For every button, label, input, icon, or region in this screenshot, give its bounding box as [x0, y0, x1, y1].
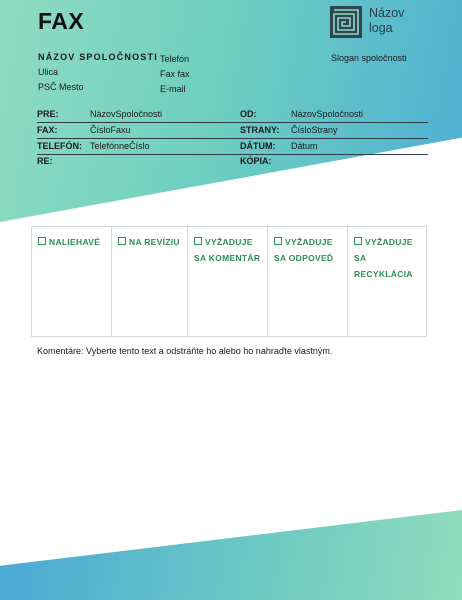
company-street[interactable]: Ulica [38, 67, 59, 77]
checkbox-please-recycle[interactable] [348, 227, 426, 336]
checkbox-label-urgent: NALIEHAVÉ [49, 237, 101, 247]
field-label-date: DÁTUM: [240, 141, 276, 151]
checkbox-please-comment[interactable] [188, 227, 268, 336]
company-slogan[interactable]: Slogan spoločnosti [331, 53, 407, 63]
field-value-from[interactable]: NázovSpoločnosti [291, 109, 364, 119]
checkbox-square-icon[interactable] [118, 237, 126, 245]
logo-text: Názov loga [369, 6, 405, 35]
checkbox-square-icon[interactable] [194, 237, 202, 245]
field-label-fax: FAX: [37, 125, 58, 135]
field-label-pages: STRANY: [240, 125, 280, 135]
field-label-phone: TELEFÓN: [37, 141, 82, 151]
page-title[interactable]: FAX [38, 8, 85, 34]
field-label-re: RE: [37, 156, 53, 166]
checkbox-label-please-comment: VYŽADUJE SA KOMENTÁR [194, 237, 261, 263]
logo[interactable] [330, 6, 430, 46]
checkbox-for-review[interactable] [112, 227, 188, 336]
field-row-to-from [37, 106, 428, 123]
checkbox-square-icon[interactable] [274, 237, 282, 245]
footer-gradient-band [0, 510, 462, 600]
maze-logo-icon [330, 6, 362, 38]
company-phone[interactable]: Telefón [160, 54, 190, 64]
company-city[interactable]: PSČ Mesto [38, 82, 84, 92]
field-value-fax[interactable]: ČísloFaxu [90, 125, 131, 135]
checkbox-square-icon[interactable] [354, 237, 362, 245]
field-value-to[interactable]: NázovSpoločnosti [90, 109, 163, 119]
field-value-phone[interactable]: TelefónneČíslo [90, 141, 150, 151]
company-email[interactable]: E-mail [160, 84, 186, 94]
field-value-pages[interactable]: ČísloStrany [291, 125, 338, 135]
checkbox-urgent[interactable] [32, 227, 112, 336]
field-row-re-copy [37, 153, 428, 169]
checkbox-square-icon[interactable] [38, 237, 46, 245]
checkbox-please-reply[interactable] [268, 227, 348, 336]
checkbox-label-please-recycle: VYŽADUJE SA RECYKLÁCIA [354, 237, 413, 279]
field-value-date[interactable]: Dátum [291, 141, 318, 151]
company-fax[interactable]: Fax fax [160, 69, 190, 79]
field-label-from: OD: [240, 109, 257, 119]
company-name[interactable]: NÁZOV SPOLOČNOSTI [38, 52, 158, 62]
field-label-copy: KÓPIA: [240, 156, 272, 166]
checkbox-label-for-review: NA REVÍZIU [129, 237, 180, 247]
checkbox-label-please-reply: VYŽADUJE SA ODPOVEĎ [274, 237, 334, 263]
field-label-to: PRE: [37, 109, 59, 119]
status-checkbox-row [31, 226, 427, 337]
comments-text[interactable]: Komentáre: Vyberte tento text a odstráňte ho alebo ho nahraďte vlastným. [37, 346, 333, 356]
field-row-fax-pages [37, 122, 428, 139]
